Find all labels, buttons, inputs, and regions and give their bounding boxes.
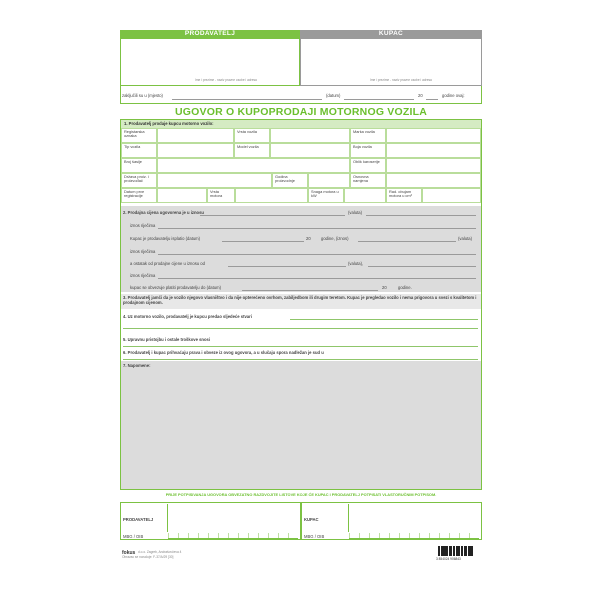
seller-sign-label: PRODAVATELJ	[123, 517, 154, 522]
first-reg-field[interactable]	[157, 188, 207, 203]
date-line[interactable]	[344, 99, 414, 100]
contract-form	[120, 30, 482, 575]
type-label: Tip vozila	[121, 143, 157, 158]
section2-heading: 2. Prodajna cijena ugovorena je u iznosu	[123, 210, 204, 215]
amount-words-line-3[interactable]	[158, 278, 476, 279]
notes-area[interactable]	[121, 361, 481, 489]
engine-type-field[interactable]	[235, 188, 308, 203]
barcode-digits: 3 854024 906843	[436, 557, 461, 561]
rest-label: a ostatak od prodajne cijene u iznosu od	[130, 261, 205, 266]
section7-text: 7. Napomene:	[123, 363, 151, 368]
rest-amount-line[interactable]	[228, 266, 346, 267]
publisher-address: d.o.o. Zagreb, Andrašovčeva 4	[138, 550, 182, 554]
section4-text: 4. Uz motorno vozilo, prodavatelj je kupcu predao sljedeće stvari	[123, 314, 252, 319]
paid-godine: godine, (iznos)	[321, 236, 349, 241]
vehicle-kind-field[interactable]	[270, 128, 350, 143]
seller-hint: Ime i prezime - naziv pravne osobe i adresa	[195, 78, 257, 82]
reg-field[interactable]	[157, 128, 234, 143]
year-line[interactable]	[426, 99, 438, 100]
mbg-left-label: MBG / OIB	[123, 534, 144, 539]
type-field[interactable]	[157, 143, 234, 158]
color-field[interactable]	[386, 143, 481, 158]
mbg-right-label: MBG / OIB	[304, 534, 325, 539]
body-field[interactable]	[386, 158, 481, 173]
mbg-right-boxes[interactable]	[349, 533, 479, 539]
vin-label: Broj šasije	[121, 158, 157, 173]
section5-line[interactable]	[123, 346, 478, 347]
buyer-header: KUPAC	[300, 30, 482, 38]
rest-currency-line[interactable]	[368, 266, 476, 267]
price-line[interactable]	[200, 215, 345, 216]
vehicle-kind-label: Vrsta vozila	[234, 128, 270, 143]
place-line[interactable]	[172, 99, 322, 100]
purpose-label: Osnovna namjena	[350, 173, 386, 188]
amount-words-3: iznos riječima	[130, 273, 156, 278]
rest-currency: (valuta),	[348, 261, 364, 266]
color-label: Boja vozila	[350, 143, 386, 158]
paid-date-line[interactable]	[222, 241, 304, 242]
footer-notice: PRIJE POTPISIVANJA UGOVORA OBVEZATNO RAZDVOJITE LISTOVE KOJE ĆE KUPAC I PRODAVATELJ POTPISATI VLASTORUČNIM POTPISOM.	[165, 492, 437, 497]
obligate-label: kupac se obvezuje platiti prodavatelju do (datum)	[130, 285, 222, 290]
publisher-order-code: Obrazac se naručuje: F-37/A/29 [30]	[122, 555, 174, 559]
date-label: (datum)	[326, 93, 341, 98]
paid-label: Kupac je prodavatelju isplatio (datum)	[130, 236, 201, 241]
amount-words-2: iznos riječima	[130, 249, 156, 254]
price-currency: (valuta)	[348, 210, 362, 215]
year-suffix: godine ovaj:	[442, 93, 465, 98]
volume-label: Rad. obujam motora u cm³	[386, 188, 422, 203]
model-label: Model vozila	[234, 143, 270, 158]
buyer-sign-label: KUPAC	[304, 517, 319, 522]
section4-line-1[interactable]	[290, 319, 478, 320]
section5-text: 5. Upravnu pristojbu i ostale troškove snosi	[123, 337, 211, 342]
power-field[interactable]	[344, 188, 386, 203]
publisher-logo: fokus	[122, 550, 136, 556]
concluded-label: zaključili su u (mjesto)	[122, 93, 163, 98]
document-title: UGOVOR O KUPOPRODAJI MOTORNOG VOZILA	[174, 106, 428, 118]
prod-year-label: Godina proizvodnje	[272, 173, 308, 188]
model-field[interactable]	[270, 143, 350, 158]
price-currency-line[interactable]	[366, 215, 476, 216]
buyer-hint: Ime i prezime - naziv pravne osobe i adresa	[370, 78, 432, 82]
amount-words-line-1[interactable]	[158, 228, 476, 229]
barcode-icon	[438, 546, 474, 556]
obligate-godine: godine.	[398, 285, 412, 290]
reg-label: Registarska oznaka	[121, 128, 157, 143]
section6-line[interactable]	[123, 359, 478, 360]
paid-year: 20	[306, 236, 311, 241]
power-label: Snaga motora u kW	[308, 188, 344, 203]
section1-heading: 1. Prodavatelj prodaje kupcu motorno vozilo:	[121, 120, 481, 128]
country-label: Država proiz. i proizvođač	[121, 173, 157, 188]
obligate-year: 20	[382, 285, 387, 290]
first-reg-label: Datum prve registracije	[121, 188, 157, 203]
seller-sign-divider	[167, 504, 168, 532]
volume-field[interactable]	[422, 188, 481, 203]
mbg-left-boxes[interactable]	[168, 533, 298, 539]
section4-line-2[interactable]	[123, 328, 478, 329]
obligate-date-line[interactable]	[242, 290, 378, 291]
seller-header: PRODAVATELJ	[120, 30, 300, 38]
make-label: Marka vozila	[350, 128, 386, 143]
engine-type-label: Vrsta motora	[207, 188, 235, 203]
buyer-sign-divider	[348, 504, 349, 532]
paid-currency: (valuta)	[458, 236, 472, 241]
vin-field[interactable]	[157, 158, 350, 173]
amount-words-1: iznos riječima	[130, 223, 156, 228]
prod-year-field[interactable]	[308, 173, 350, 188]
year-prefix: 20	[418, 93, 423, 98]
country-field[interactable]	[157, 173, 272, 188]
purpose-field[interactable]	[386, 173, 481, 188]
body-label: Oblik karoserije	[350, 158, 386, 173]
section6-text: 6. Prodavatelj i kupac prihvaćaju prava i obveze iz ovog ugovora, a u slučaju spora nadležan je sud u	[123, 350, 324, 355]
concluded-row	[120, 86, 482, 104]
paid-amount-line[interactable]	[358, 241, 456, 242]
section2-area	[121, 206, 481, 292]
make-field[interactable]	[386, 128, 481, 143]
amount-words-line-2[interactable]	[158, 254, 476, 255]
section3-text: 3. Prodavatelj jamči da je vozilo njegovo vlasništvo i da nije opterećeno ovrhom, zabiljedbom ili drugim teretom. Kupac je pregledao vozilo i nema prigovora u svezi s kvalitetom i prodajnom cijenom.	[123, 295, 477, 305]
